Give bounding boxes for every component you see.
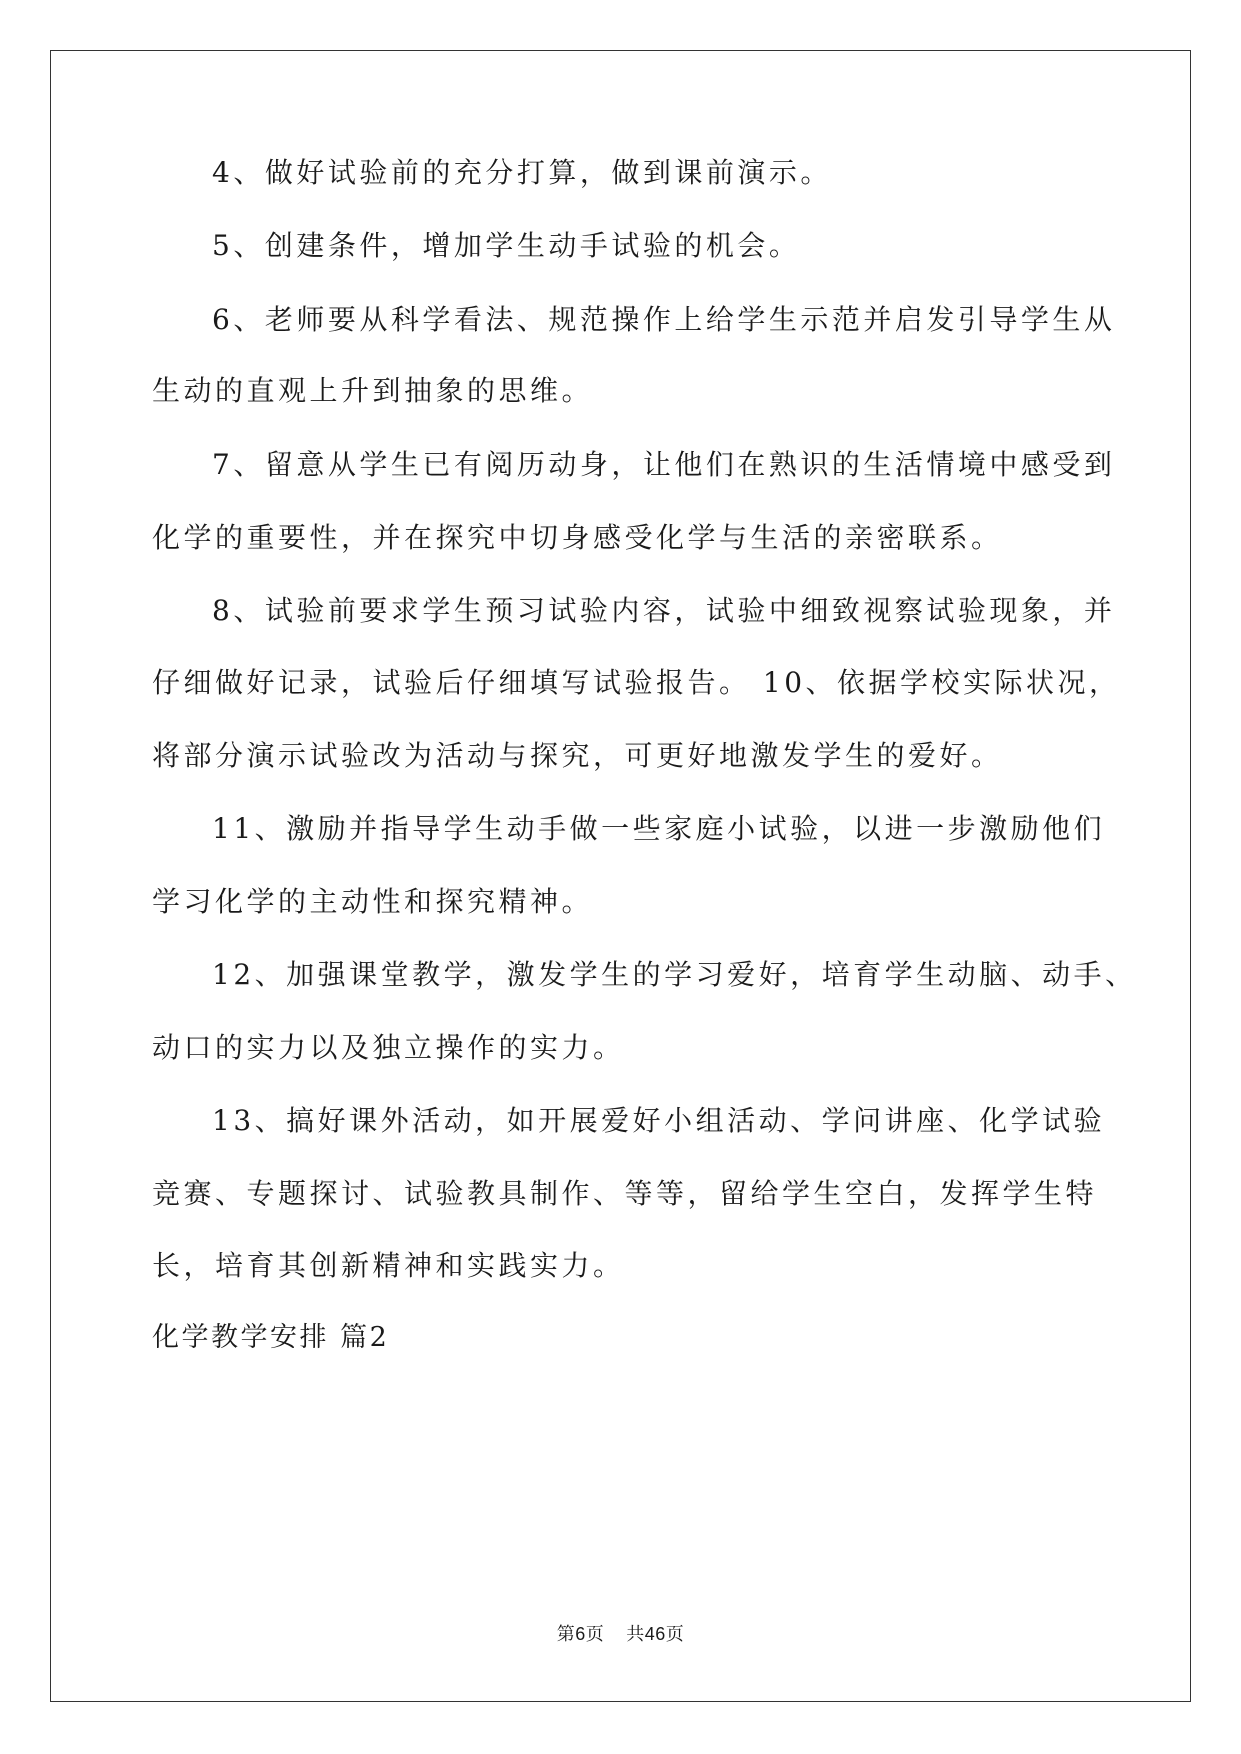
paragraph-item-11-line-1: 11、激励并指导学生动手做一些家庭小试验，以进一步激励他们 [212, 812, 1106, 845]
paragraph-item-12-line-2: 动口的实力以及独立操作的实力。 [152, 1031, 625, 1064]
paragraph-item-13-line-1: 13、搞好课外活动，如开展爱好小组活动、学问讲座、化学试验 [212, 1104, 1106, 1137]
paragraph-item-7-line-1: 7、留意从学生已有阅历动身，让他们在熟识的生活情境中感受到 [212, 448, 1116, 481]
paragraph-item-8-line-3: 将部分演示试验改为活动与探究，可更好地激发学生的爱好。 [152, 739, 1003, 772]
paragraph-item-8-line-2: 仔细做好记录，试验后仔细填写试验报告。 10、依据学校实际状况， [152, 666, 1121, 699]
paragraph-item-6-line-1: 6、老师要从科学看法、规范操作上给学生示范并启发引导学生从 [212, 303, 1116, 336]
paragraph-item-6-line-2: 生动的直观上升到抽象的思维。 [152, 374, 594, 407]
paragraph-item-5: 5、创建条件，增加学生动手试验的机会。 [212, 229, 801, 262]
total-suffix: 页 [665, 1624, 685, 1645]
page-frame [50, 50, 1191, 1702]
page-suffix: 页 [585, 1624, 605, 1645]
paragraph-item-13-line-3: 长，培育其创新精神和实践实力。 [152, 1249, 625, 1282]
paragraph-item-11-line-2: 学习化学的主动性和探究精神。 [152, 885, 594, 918]
paragraph-item-7-line-2: 化学的重要性，并在探究中切身感受化学与生活的亲密联系。 [152, 521, 1003, 554]
section-heading: 化学教学安排 篇2 [152, 1322, 390, 1353]
page-prefix: 第 [556, 1624, 576, 1645]
paragraph-item-4: 4、做好试验前的充分打算，做到课前演示。 [212, 156, 832, 189]
paragraph-item-12-line-1: 12、加强课堂教学，激发学生的学习爱好，培育学生动脑、动手、 [212, 958, 1137, 991]
paragraph-item-13-line-2: 竞赛、专题探讨、试验教具制作、等等，留给学生空白，发挥学生特 [152, 1177, 1098, 1210]
total-prefix: 共 [626, 1624, 645, 1645]
page-footer [0, 1620, 1241, 1646]
page-current: 6 [575, 1624, 586, 1644]
paragraph-item-8-line-1: 8、试验前要求学生预习试验内容，试验中细致视察试验现象，并 [212, 594, 1116, 627]
page-total: 46 [644, 1624, 666, 1644]
